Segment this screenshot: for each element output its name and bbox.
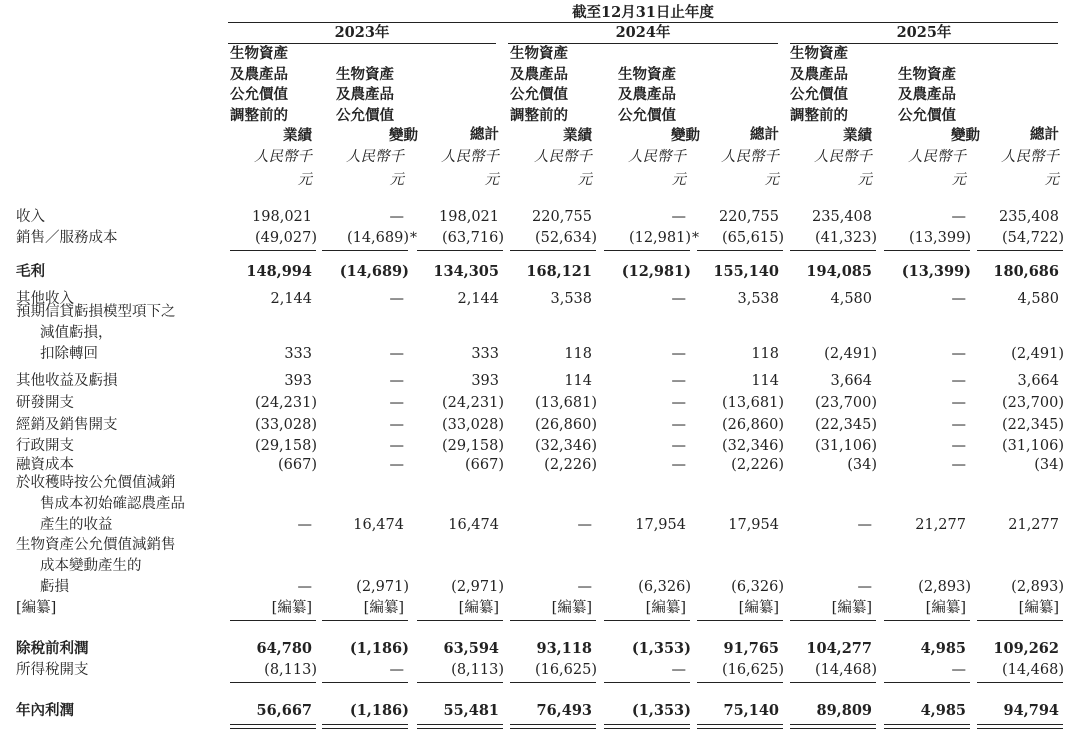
unit-line: 元: [577, 172, 592, 188]
cell-value: 168,121: [526, 263, 592, 280]
cell-value: 194,085: [806, 263, 872, 280]
cell-value: —: [671, 395, 686, 411]
cell-value: [編纂]: [363, 600, 404, 616]
cell-value: [編纂]: [645, 600, 686, 616]
cell-value: (13,399): [908, 230, 971, 246]
col-header-line: 生物資產: [790, 45, 848, 62]
double-underline-2: [884, 728, 970, 729]
footnote-mark: *: [410, 230, 417, 246]
cell-value: 89,809: [816, 702, 872, 719]
cell-value: (16,625): [534, 662, 597, 678]
col-header-line: 生物資產: [618, 65, 676, 83]
cell-value: (2,226): [544, 457, 597, 473]
cell-value: (8,113): [264, 662, 317, 678]
row-label: 經銷及銷售開支: [16, 417, 118, 433]
cell-value: [編纂]: [1018, 600, 1059, 616]
double-underline-2: [790, 728, 876, 729]
unit-line: 元: [671, 172, 686, 188]
cell-value: —: [671, 209, 686, 225]
cell-value: 114: [564, 373, 592, 389]
unit-line: 元: [297, 172, 312, 188]
cell-value: 91,765: [723, 640, 779, 657]
cell-value: (63,716): [441, 230, 504, 246]
cell-value: (23,700): [1001, 395, 1064, 411]
cell-value: 333: [284, 346, 312, 362]
cell-value: 17,954: [635, 517, 686, 533]
double-underline-2: [230, 728, 316, 729]
cell-value: (24,231): [441, 395, 504, 411]
double-underline-2: [510, 728, 596, 729]
cell-value: —: [671, 373, 686, 389]
cell-value: —: [951, 417, 966, 433]
year-header: 2025年: [896, 24, 952, 41]
underline-cost: [604, 250, 690, 251]
cell-value: —: [297, 579, 312, 595]
double-underline-1: [417, 724, 503, 725]
underline-redacted: [697, 620, 783, 621]
underline-redacted: [417, 620, 503, 621]
unit-label: [790, 146, 872, 192]
cell-value: —: [951, 373, 966, 389]
cell-value: 109,262: [993, 640, 1059, 657]
row-label: [編纂]: [16, 600, 57, 616]
cell-value: 134,305: [433, 263, 499, 280]
cell-value: —: [857, 579, 872, 595]
col-header-line: 公允價值: [510, 86, 568, 103]
cell-value: (31,106): [814, 438, 877, 454]
cell-value: (16,625): [721, 662, 784, 678]
cell-value: —: [389, 457, 404, 473]
unit-line: 元: [951, 172, 966, 188]
cell-value: —: [951, 209, 966, 225]
unit-label: [884, 146, 966, 192]
row-label: 扣除轉回: [40, 346, 98, 362]
row-label: 其他收入: [16, 291, 74, 307]
unit-label: [977, 146, 1059, 192]
col-header-line: 生物資產: [898, 65, 956, 83]
cell-value: —: [389, 438, 404, 454]
underline-cost: [884, 250, 970, 251]
cell-value: —: [671, 457, 686, 473]
double-underline-1: [604, 724, 690, 725]
row-label: 研發開支: [16, 395, 74, 411]
col-header-line: 公允價值: [618, 106, 676, 124]
cell-value: (1,353): [631, 640, 691, 657]
unit-label: [604, 146, 686, 192]
cell-value: 63,594: [443, 640, 499, 657]
row-label: 行政開支: [16, 438, 74, 454]
underline-tax: [884, 682, 970, 683]
cell-value: (2,893): [918, 579, 971, 595]
cell-value: (29,158): [441, 438, 504, 454]
row-label: 除稅前利潤: [16, 640, 89, 657]
double-underline-2: [322, 728, 408, 729]
cell-value: (14,468): [1001, 662, 1064, 678]
cell-value: (65,615): [721, 230, 784, 246]
underline-tax: [230, 682, 316, 683]
underline-cost: [790, 250, 876, 251]
cell-value: (31,106): [1001, 438, 1064, 454]
unit-label: [230, 146, 312, 192]
cell-value: —: [951, 291, 966, 307]
cell-value: (1,186): [349, 640, 409, 657]
cell-value: 4,580: [830, 291, 872, 307]
row-label: 成本變動產生的: [40, 558, 142, 575]
underline-redacted: [510, 620, 596, 621]
cell-value: —: [389, 291, 404, 307]
cell-value: —: [671, 417, 686, 433]
unit-label: [697, 146, 779, 192]
year-header: 2023年: [334, 24, 390, 41]
unit-line: 元: [857, 172, 872, 188]
row-label: 虧損: [40, 579, 69, 595]
cell-value: (41,323): [814, 230, 877, 246]
unit-line: 元: [389, 172, 404, 188]
col-header-before: [510, 44, 592, 147]
unit-line: 人民幣千: [441, 149, 499, 165]
period-rule: [228, 22, 1058, 23]
cell-value: 220,755: [532, 209, 592, 225]
col-header-line: 公允價值: [790, 86, 848, 103]
unit-line: 人民幣千: [628, 149, 686, 165]
unit-line: 人民幣千: [814, 149, 872, 165]
unit-line: 人民幣千: [534, 149, 592, 165]
col-header-line: 業績: [283, 127, 312, 144]
col-header-line: 變動: [951, 127, 980, 144]
cell-value: (1,186): [349, 702, 409, 719]
cell-value: [編纂]: [271, 600, 312, 616]
cell-value: (2,971): [451, 579, 504, 595]
cell-value: 155,140: [713, 263, 779, 280]
cell-value: 118: [751, 346, 779, 362]
cell-value: 55,481: [443, 702, 499, 719]
cell-value: —: [389, 373, 404, 389]
cell-value: 17,954: [728, 517, 779, 533]
row-label: 銷售／服務成本: [16, 230, 118, 246]
underline-redacted: [884, 620, 970, 621]
underline-cost: [510, 250, 596, 251]
double-underline-1: [510, 724, 596, 725]
cell-value: [編纂]: [738, 600, 779, 616]
row-label: 收入: [16, 209, 45, 225]
cell-value: (13,681): [721, 395, 784, 411]
unit-line: 元: [764, 172, 779, 188]
cell-value: 220,755: [719, 209, 779, 225]
cell-value: —: [671, 346, 686, 362]
cell-value: 3,538: [737, 291, 779, 307]
underline-tax: [790, 682, 876, 683]
cell-value: —: [577, 579, 592, 595]
cell-value: 76,493: [536, 702, 592, 719]
cell-value: —: [577, 517, 592, 533]
cell-value: (1,353): [631, 702, 691, 719]
underline-redacted: [604, 620, 690, 621]
unit-line: 人民幣千: [254, 149, 312, 165]
unit-label: [510, 146, 592, 192]
unit-line: 元: [1044, 172, 1059, 188]
col-header-line: 及農產品: [790, 65, 848, 83]
cell-value: —: [671, 438, 686, 454]
double-underline-1: [697, 724, 783, 725]
row-label: 於收穫時按公允價值減銷: [16, 475, 176, 492]
row-label: 所得稅開支: [16, 662, 89, 678]
underline-redacted: [230, 620, 316, 621]
col-header-line: 生物資產: [510, 45, 568, 62]
cell-value: —: [671, 662, 686, 678]
col-header-fv: [898, 65, 980, 147]
col-header-line: 公允價值: [898, 106, 956, 124]
col-header-line: 調整前的: [230, 106, 288, 124]
period-header: 截至12月31日止年度: [572, 4, 714, 21]
row-label: 減值虧損，: [40, 325, 113, 342]
cell-value: (13,681): [534, 395, 597, 411]
cell-value: 21,277: [1008, 517, 1059, 533]
col-header-total: 總計: [470, 126, 499, 143]
cell-value: 16,474: [353, 517, 404, 533]
double-underline-2: [977, 728, 1063, 729]
cell-value: —: [951, 662, 966, 678]
cell-value: (26,860): [534, 417, 597, 433]
row-label: 生物資產公允價值減銷售: [16, 537, 176, 554]
col-header-line: 公允價值: [230, 86, 288, 103]
col-header-line: 生物資產: [230, 45, 288, 62]
cell-value: (34): [1034, 457, 1064, 473]
col-header-line: 業績: [563, 127, 592, 144]
cell-value: (2,893): [1011, 579, 1064, 595]
year-header: 2024年: [615, 24, 671, 41]
cell-value: (33,028): [254, 417, 317, 433]
row-label: 售成本初始確認農產品: [40, 496, 185, 513]
cell-value: 104,277: [806, 640, 872, 657]
cell-value: —: [671, 291, 686, 307]
cell-value: [編纂]: [551, 600, 592, 616]
cell-value: (49,027): [254, 230, 317, 246]
col-header-line: 公允價值: [336, 106, 394, 124]
double-underline-1: [230, 724, 316, 725]
cell-value: —: [389, 395, 404, 411]
cell-value: (14,689): [339, 263, 409, 280]
underline-cost: [417, 250, 503, 251]
col-header-before: [790, 44, 872, 147]
col-header-line: 調整前的: [790, 106, 848, 124]
underline-redacted: [322, 620, 408, 621]
cell-value: 93,118: [536, 640, 592, 657]
cell-value: 393: [471, 373, 499, 389]
underline-cost: [322, 250, 408, 251]
cell-value: (32,346): [721, 438, 784, 454]
cell-value: (29,158): [254, 438, 317, 454]
cell-value: (12,981): [621, 263, 691, 280]
underline-cost: [697, 250, 783, 251]
cell-value: 2,144: [270, 291, 312, 307]
col-header-line: 及農產品: [510, 65, 568, 83]
cell-value: 333: [471, 346, 499, 362]
cell-value: 94,794: [1003, 702, 1059, 719]
underline-tax: [604, 682, 690, 683]
cell-value: [編纂]: [925, 600, 966, 616]
col-header-line: 調整前的: [510, 106, 568, 124]
cell-value: (14,468): [814, 662, 877, 678]
cell-value: (33,028): [441, 417, 504, 433]
cell-value: (13,399): [901, 263, 971, 280]
double-underline-2: [697, 728, 783, 729]
cell-value: —: [857, 517, 872, 533]
underline-tax: [510, 682, 596, 683]
row-label: 毛利: [16, 263, 45, 280]
cell-value: (6,326): [731, 579, 784, 595]
cell-value: (54,722): [1001, 230, 1064, 246]
cell-value: —: [297, 517, 312, 533]
col-header-before: [230, 44, 312, 147]
cell-value: (6,326): [638, 579, 691, 595]
cell-value: —: [389, 209, 404, 225]
cell-value: 235,408: [812, 209, 872, 225]
cell-value: (2,226): [731, 457, 784, 473]
cell-value: (667): [278, 457, 317, 473]
cell-value: 118: [564, 346, 592, 362]
col-header-line: 業績: [843, 127, 872, 144]
double-underline-1: [977, 724, 1063, 725]
cell-value: 235,408: [999, 209, 1059, 225]
col-header-fv: [618, 65, 700, 147]
cell-value: (2,491): [824, 346, 877, 362]
cell-value: 2,144: [457, 291, 499, 307]
cell-value: 21,277: [915, 517, 966, 533]
unit-line: 人民幣千: [346, 149, 404, 165]
col-header-total: 總計: [1030, 126, 1059, 143]
unit-line: 元: [484, 172, 499, 188]
row-label: 其他收益及虧損: [16, 373, 118, 389]
cell-value: (22,345): [1001, 417, 1064, 433]
underline-tax: [322, 682, 408, 683]
cell-value: (52,634): [534, 230, 597, 246]
col-header-line: 及農產品: [618, 86, 676, 103]
double-underline-1: [790, 724, 876, 725]
cell-value: [編纂]: [831, 600, 872, 616]
underline-cost: [230, 250, 316, 251]
cell-value: —: [951, 395, 966, 411]
cell-value: (26,860): [721, 417, 784, 433]
underline-redacted: [790, 620, 876, 621]
cell-value: 3,664: [830, 373, 872, 389]
col-header-line: 生物資產: [336, 65, 394, 83]
row-label: 融資成本: [16, 457, 74, 473]
cell-value: (24,231): [254, 395, 317, 411]
row-label: 產生的收益: [40, 517, 113, 533]
row-label: 年內利潤: [16, 702, 74, 719]
cell-value: —: [951, 438, 966, 454]
cell-value: (32,346): [534, 438, 597, 454]
underline-redacted: [977, 620, 1063, 621]
col-header-line: 及農產品: [336, 86, 394, 103]
double-underline-2: [417, 728, 503, 729]
col-header-line: 變動: [389, 127, 418, 144]
cell-value: (8,113): [451, 662, 504, 678]
cell-value: (23,700): [814, 395, 877, 411]
col-header-total: 總計: [750, 126, 779, 143]
cell-value: 56,667: [256, 702, 312, 719]
cell-value: —: [389, 662, 404, 678]
cell-value: (34): [847, 457, 877, 473]
cell-value: [編纂]: [458, 600, 499, 616]
col-header-fv: [336, 65, 418, 147]
unit-line: 人民幣千: [721, 149, 779, 165]
cell-value: (2,971): [356, 579, 409, 595]
underline-tax: [417, 682, 503, 683]
cell-value: (14,689): [346, 230, 409, 246]
double-underline-1: [322, 724, 408, 725]
cell-value: 3,664: [1017, 373, 1059, 389]
col-header-line: 變動: [671, 127, 700, 144]
cell-value: 4,985: [920, 640, 966, 657]
cell-value: 180,686: [993, 263, 1059, 280]
underline-tax: [697, 682, 783, 683]
col-header-line: 及農產品: [898, 86, 956, 103]
cell-value: 75,140: [723, 702, 779, 719]
cell-value: (12,981): [628, 230, 691, 246]
cell-value: —: [389, 346, 404, 362]
cell-value: 3,538: [550, 291, 592, 307]
double-underline-2: [604, 728, 690, 729]
cell-value: 198,021: [439, 209, 499, 225]
cell-value: 16,474: [448, 517, 499, 533]
unit-label: [322, 146, 404, 192]
cell-value: 198,021: [252, 209, 312, 225]
cell-value: (22,345): [814, 417, 877, 433]
cell-value: 4,580: [1017, 291, 1059, 307]
cell-value: —: [389, 417, 404, 433]
double-underline-1: [884, 724, 970, 725]
underline-tax: [977, 682, 1063, 683]
cell-value: (667): [465, 457, 504, 473]
cell-value: 114: [751, 373, 779, 389]
underline-cost: [977, 250, 1063, 251]
cell-value: —: [951, 346, 966, 362]
cell-value: —: [951, 457, 966, 473]
row-label: 預期信貸虧損模型項下之: [16, 304, 176, 321]
unit-label: [417, 146, 499, 192]
unit-line: 人民幣千: [908, 149, 966, 165]
cell-value: 148,994: [246, 263, 312, 280]
cell-value: (2,491): [1011, 346, 1064, 362]
cell-value: 64,780: [256, 640, 312, 657]
cell-value: 393: [284, 373, 312, 389]
col-header-line: 及農產品: [230, 65, 288, 83]
footnote-mark: *: [692, 230, 699, 246]
cell-value: 4,985: [920, 702, 966, 719]
unit-line: 人民幣千: [1001, 149, 1059, 165]
